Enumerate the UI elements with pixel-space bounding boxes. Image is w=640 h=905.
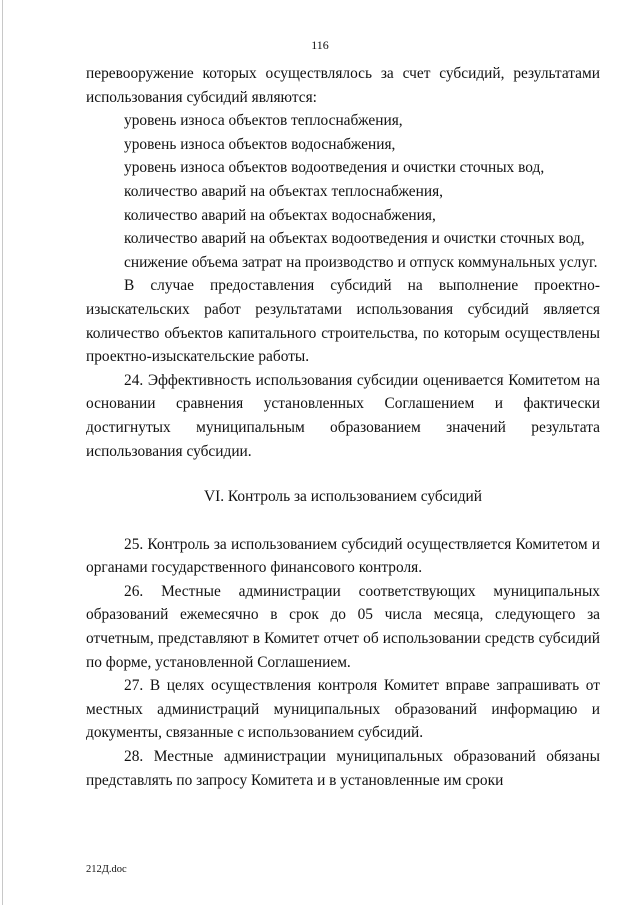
list-item: количество аварий на объектах водоотведения и очистки сточных вод, <box>124 230 585 248</box>
paragraph-item-25: 25. Контроль за использованием субсидий осуществляется Комитетом и органами государственного финансового контроля. <box>86 535 600 577</box>
paragraph-item-27: 27. В целях осуществления контроля Комитет вправе запрашивать от местных администраций муниципальных образований информацию и документы, связанные с использованием субсидий. <box>86 677 600 742</box>
section-heading: VI. Контроль за использованием субсидий <box>203 488 483 506</box>
paragraph: В случае предоставления субсидий на выполнение проектно-изыскательских работ результатами использования субсидий является количество объектов капитального строительства, по которым осуществлены проектно-изыскательские работы. <box>86 277 600 366</box>
list-item: количество аварий на объектах водоснабжения, <box>124 206 436 224</box>
footer-filename: 212Д.doc <box>86 864 127 875</box>
list-item: уровень износа объектов водоотведения и очистки сточных вод, <box>124 159 545 177</box>
list-item: снижение объема затрат на производство и отпуск коммунальных услуг. <box>124 253 598 271</box>
paragraph-continuation: перевооружение которых осуществлялось за счет субсидий, результатами использования субсидий являются: <box>86 65 600 106</box>
scan-edge-line <box>2 0 3 905</box>
page-number: 116 <box>311 38 329 52</box>
paragraph-item-26: 26. Местные администрации соответствующих муниципальных образований ежемесячно в срок до 05 числа месяца, следующего за отчетным, представляют в Комитет отчет об использовании средств субсидий по форме, установленной Соглашением. <box>86 582 600 671</box>
list-item: количество аварий на объектах теплоснабжения, <box>124 182 444 200</box>
paragraph-item-28: 28. Местные администрации муниципальных образований обязаны представлять по запросу Комитета и в установленные им сроки <box>86 748 600 789</box>
paragraph-item-24: 24. Эффективность использования субсидии оценивается Комитетом на основании сравнения установленных Соглашением и фактически достигнутых муниципальным образованием значений результата использования субсидии. <box>86 371 600 460</box>
document-body <box>86 62 600 792</box>
list-item: уровень износа объектов водоснабжения, <box>124 135 396 153</box>
list-item: уровень износа объектов теплоснабжения, <box>124 112 403 130</box>
